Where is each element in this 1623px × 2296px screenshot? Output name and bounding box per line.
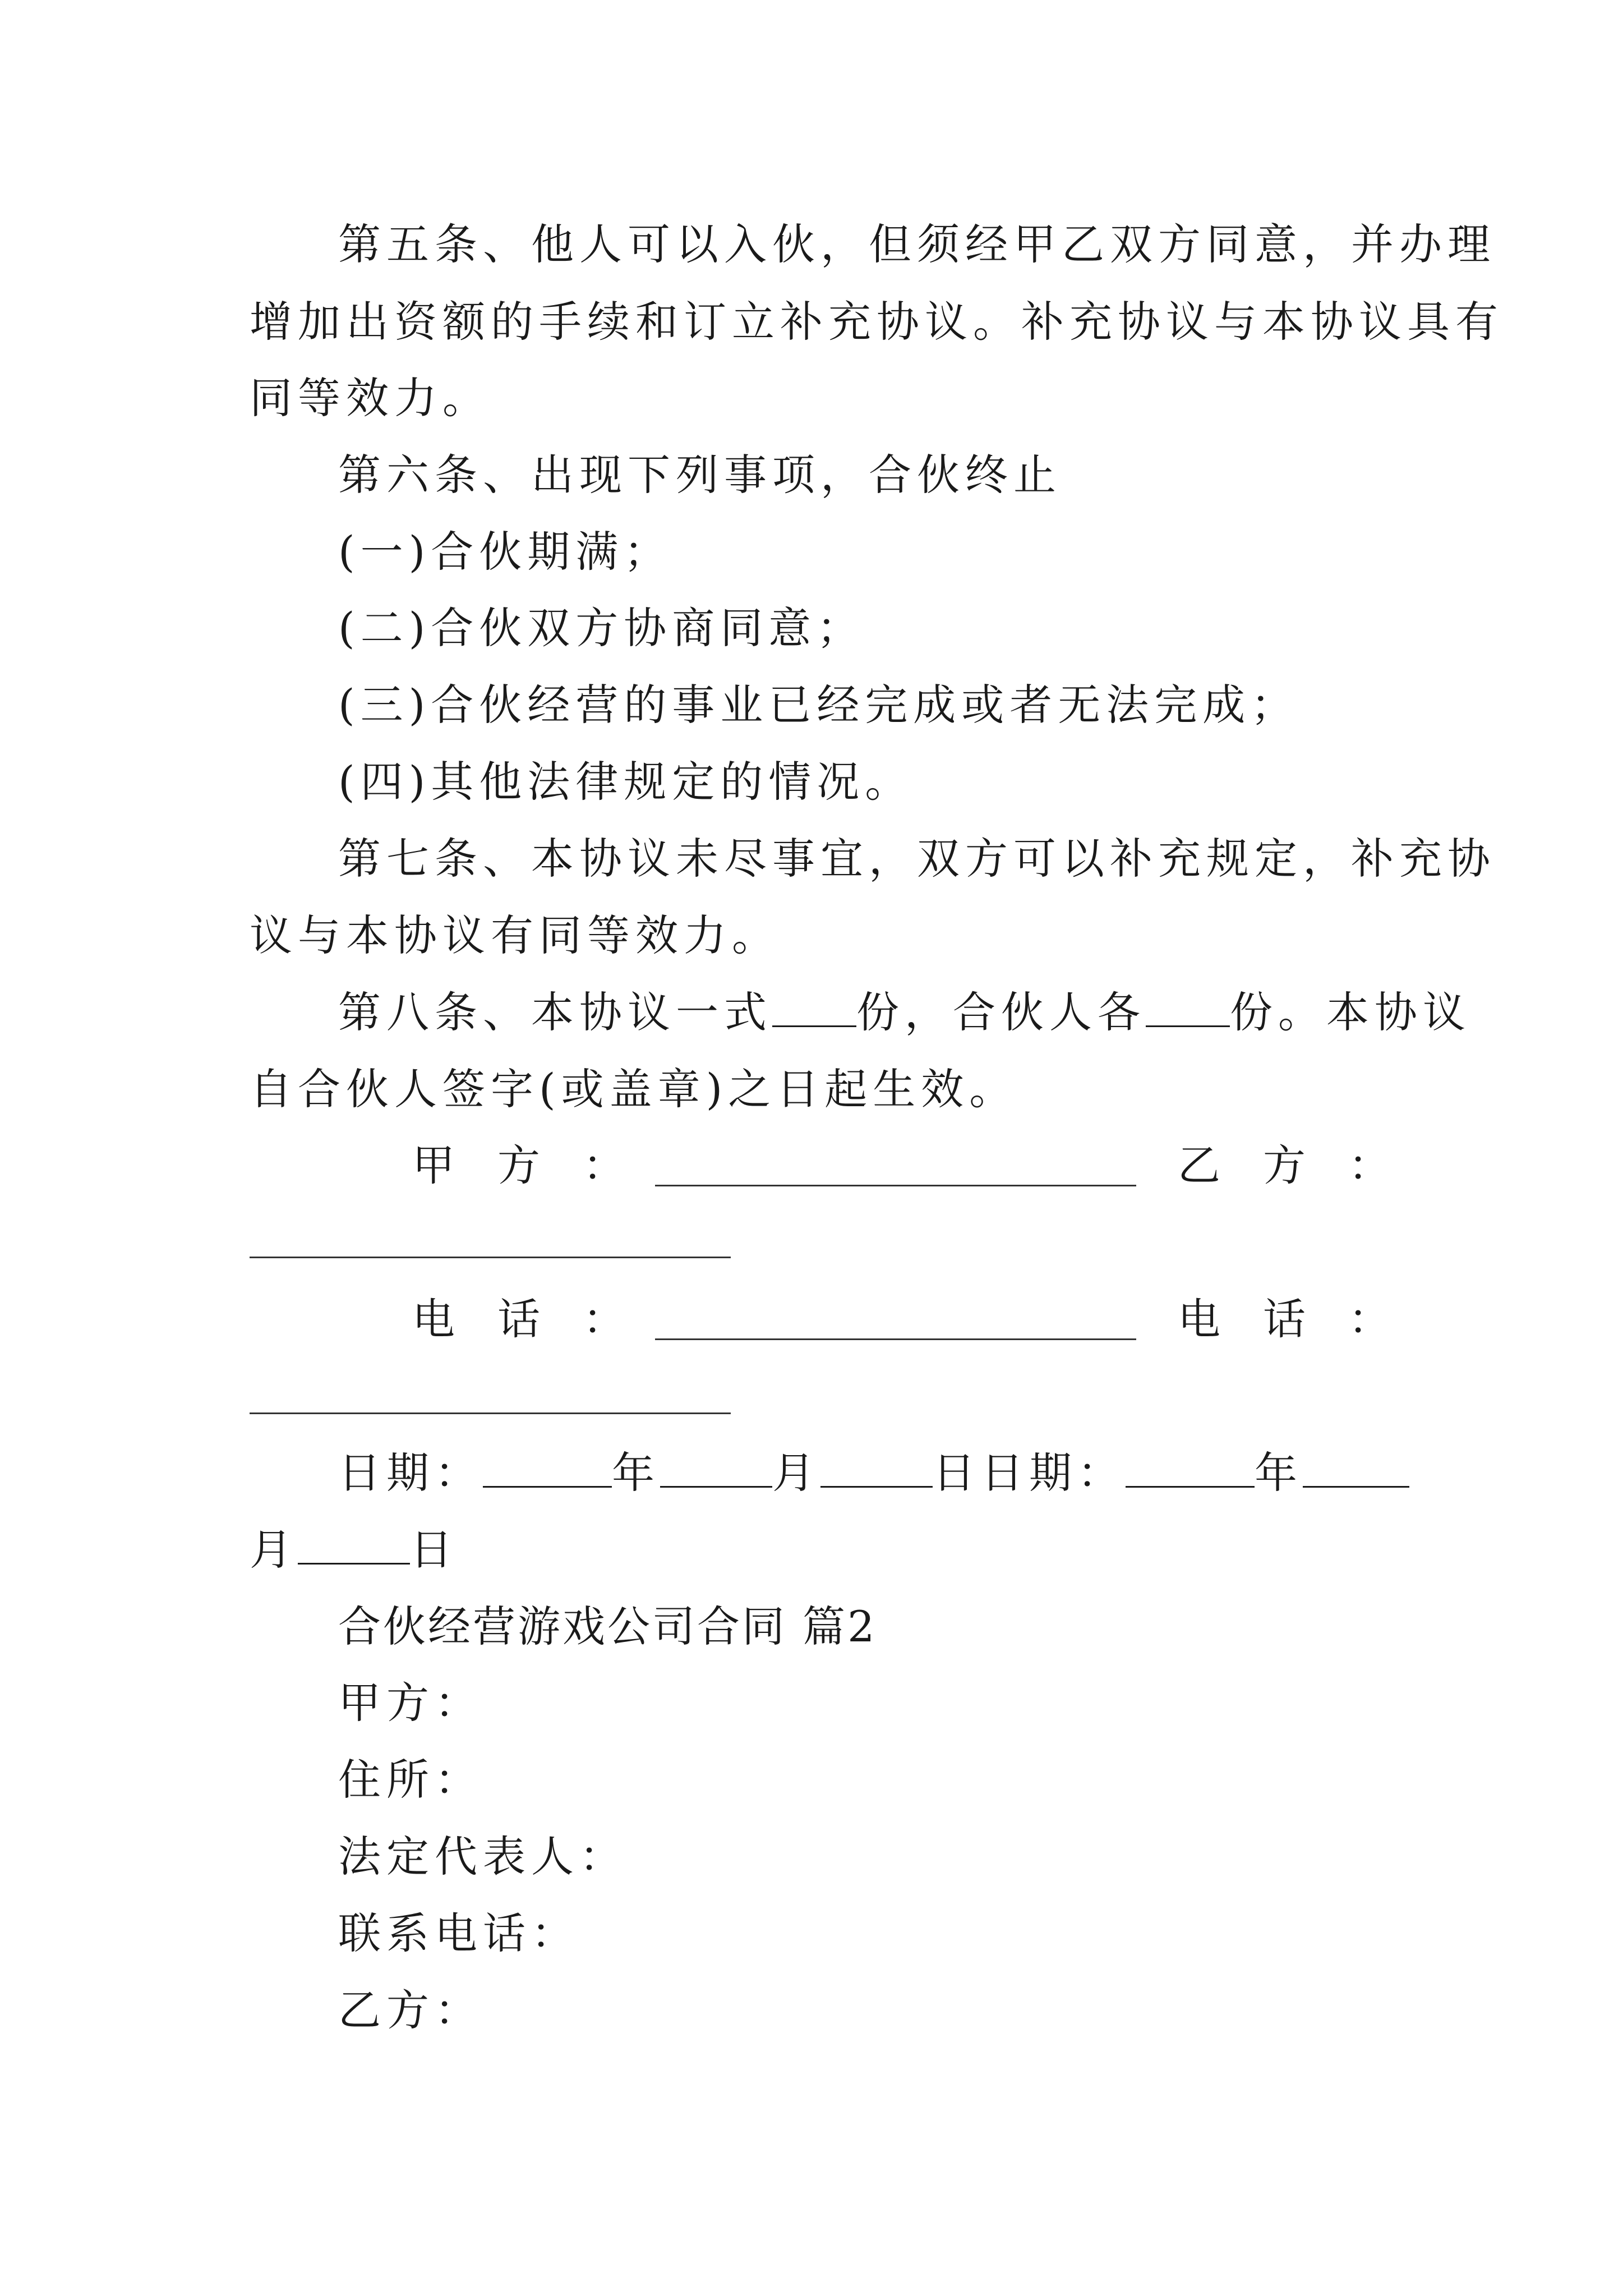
date-a-year: 年	[612, 1448, 660, 1498]
date-a-month-blank	[660, 1481, 772, 1488]
phone-b-line	[250, 1412, 731, 1414]
article6-item-2: (二)合伙双方协商同意；	[338, 603, 865, 653]
date-a-day-blank	[820, 1481, 933, 1488]
party-a-signature-line	[655, 1185, 1136, 1186]
article8-line2: 自合伙人签字(或盖章)之日起生效。	[250, 1064, 1018, 1114]
article5-line1: 第五条、他人可以入伙，但须经甲乙双方同意，并办理	[338, 219, 1496, 269]
party-a-label: 甲 方 ：	[412, 1140, 625, 1190]
contract2-legal-rep: 法定代表人：	[338, 1832, 628, 1881]
article8-part2: 份，合伙人各	[856, 987, 1146, 1037]
date-b-label: 日期：	[981, 1448, 1126, 1498]
contract2-title: 合伙经营游戏公司合同 篇2	[338, 1602, 877, 1651]
article8-part3: 份。本协议	[1230, 987, 1471, 1037]
date-line	[338, 1448, 1388, 1498]
contract2-phone: 联系电话：	[338, 1908, 579, 1958]
date-line-continued	[250, 1525, 1388, 1575]
article6-item-3: (三)合伙经营的事业已经完成或者无法完成；	[338, 680, 1299, 730]
date-b-month: 月	[250, 1525, 298, 1575]
date-b-day-blank	[298, 1558, 410, 1565]
copies-total-blank	[772, 1021, 856, 1027]
article5-line3: 同等效力。	[250, 373, 491, 423]
party-b-label: 乙 方 ：	[1178, 1140, 1391, 1190]
date-a-label: 日期：	[338, 1448, 483, 1498]
date-b-year-blank	[1126, 1481, 1255, 1488]
article6-intro: 第六条、出现下列事项，合伙终止	[338, 450, 1062, 500]
article6-item-1: (一)合伙期满；	[338, 527, 672, 577]
article7-line1: 第七条、本协议未尽事宜，双方可以补充规定，补充协	[338, 834, 1496, 884]
date-a-year-blank	[483, 1481, 612, 1488]
date-b-year: 年	[1255, 1448, 1303, 1498]
contract2-party-b: 乙方：	[338, 1985, 483, 2035]
phone-b-label: 电 话 ：	[1178, 1294, 1391, 1344]
article7-line2: 议与本协议有同等效力。	[250, 910, 780, 960]
article6-item-4: (四)其他法律规定的情况。	[338, 757, 914, 807]
contract2-address: 住所：	[338, 1755, 483, 1805]
article5-line2: 增加出资额的手续和订立补充协议。补充协议与本协议具有	[250, 297, 1504, 347]
article8-part1: 第八条、本协议一式	[338, 987, 772, 1037]
date-b-day: 日	[410, 1525, 458, 1575]
contract2-party-a: 甲方：	[338, 1678, 483, 1728]
article8-line1	[338, 987, 1471, 1037]
phone-a-line	[655, 1338, 1136, 1340]
party-b-signature-line	[250, 1257, 731, 1258]
date-a-day: 日	[933, 1448, 981, 1498]
date-a-month: 月	[772, 1448, 820, 1498]
date-b-month-blank-part	[1303, 1481, 1409, 1488]
copies-each-blank	[1146, 1021, 1230, 1027]
phone-a-label: 电 话 ：	[412, 1294, 625, 1344]
